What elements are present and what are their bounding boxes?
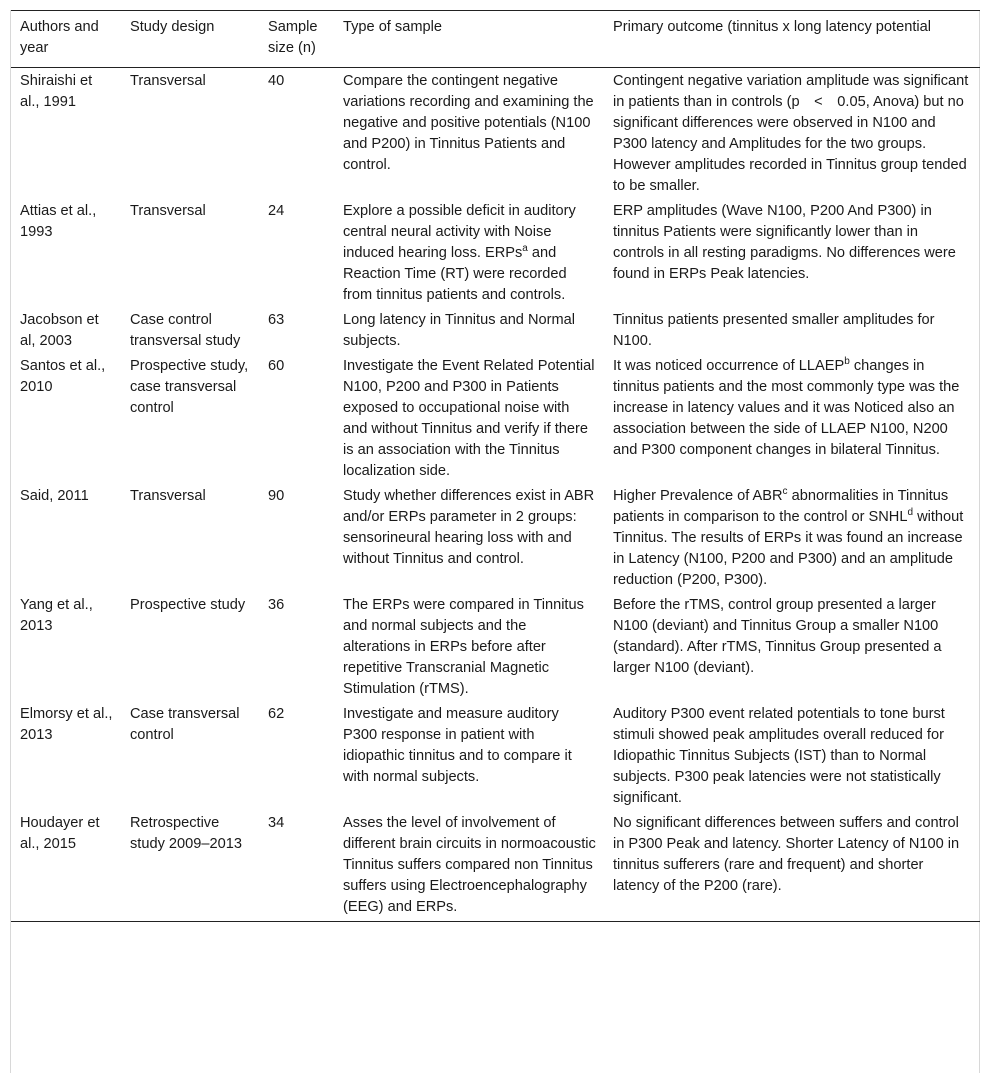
cell-authors: Jacobson et al, 2003 — [20, 312, 99, 349]
header-type: Type of sample — [343, 19, 442, 35]
cell-type: Investigate and measure auditory P300 response in patient with idiopathic tinnitus and to compare it with normal subjects. — [343, 706, 572, 785]
cell-outcome: ERP amplitudes (Wave N100, P200 And P300) in tinnitus Patients were significantly lower than in controls in all resting paradigms. No differences were found in ERPs Peak latencies. — [613, 203, 956, 282]
cell-authors: Shiraishi et al., 1991 — [20, 73, 93, 110]
cell-outcome-text: Higher Prevalence of ABR — [613, 488, 783, 504]
cell-authors: Santos et al., 2010 — [20, 358, 106, 395]
header-authors: Authors and year — [20, 19, 99, 56]
header-outcome: Primary outcome (tinnitus x long latency potential — [613, 19, 931, 35]
cell-outcome: Auditory P300 event related potentials to tone burst stimuli showed peak amplitudes overall reduced for Idiopathic Tinnitus Subjects (IST) than to Normal subjects. P300 peak latencies were not statistically significant. — [613, 706, 945, 806]
table-row — [11, 485, 980, 594]
cell-outcome-text: abnormalities in Tinnitus patients in comparison to the control or SNHL — [613, 488, 949, 525]
table-row — [11, 68, 980, 201]
header-design: Study design — [130, 19, 215, 35]
cell-authors: Elmorsy et al., 2013 — [20, 706, 113, 743]
cell-authors: Yang et al., 2013 — [20, 597, 93, 634]
table-row — [11, 812, 980, 922]
cell-authors: Said, 2011 — [20, 488, 89, 504]
cell-outcome — [604, 355, 980, 485]
table-row — [11, 200, 980, 309]
cell-type: Study whether differences exist in ABR and/or ERPs parameter in 2 groups: sensorineural hearing loss with and without Tinnitus and control. — [343, 488, 595, 567]
cell-design: Transversal — [130, 203, 206, 219]
cell-outcome: Tinnitus patients presented smaller amplitudes for N100. — [613, 312, 935, 349]
footnote-marker: c — [782, 486, 788, 498]
cell-authors: Houdayer et al., 2015 — [20, 815, 100, 852]
studies-table — [11, 10, 980, 922]
cell-type — [334, 200, 604, 309]
cell-design: Case control transversal study — [130, 312, 241, 349]
cell-size: 90 — [268, 488, 285, 504]
cell-outcome-text: without Tinnitus. The results of ERPs it was found an increase in Latency (N100, P200 and P300) and an amplitude reduction (P200, P300). — [613, 509, 964, 588]
cell-size: 34 — [268, 815, 285, 831]
footnote-marker: b — [844, 356, 850, 368]
cell-size: 62 — [268, 706, 285, 722]
table-row — [11, 309, 980, 355]
cell-type: Long latency in Tinnitus and Normal subjects. — [343, 312, 576, 349]
table-row — [11, 594, 980, 703]
cell-design: Transversal — [130, 73, 206, 89]
cell-type: Compare the contingent negative variations recording and examining the negative and positive potentials (N100 and P200) in Tinnitus Patients and control. — [343, 73, 594, 173]
header-size: Sample size (n) — [268, 19, 318, 56]
cell-design: Transversal — [130, 488, 206, 504]
footnote-marker: d — [907, 507, 914, 519]
cell-design: Retrospective study 2009–2013 — [130, 815, 242, 852]
cell-type-text: and Reaction Time (RT) were recorded from tinnitus patients and controls. — [343, 245, 567, 303]
cell-size: 24 — [268, 203, 285, 219]
cell-outcome-text: changes in tinnitus patients and the most commonly type was the increase in latency values and it was Noticed also an association between the side of LLAEP N100, N200 and P300 component changes in bilateral Tinnitus. — [613, 358, 960, 458]
table-header — [11, 11, 980, 68]
table-row — [11, 703, 980, 812]
cell-design: Prospective study — [130, 597, 246, 613]
cell-size: 63 — [268, 312, 285, 328]
cell-outcome — [604, 485, 980, 594]
table-row — [11, 355, 980, 485]
cell-type: Asses the level of involvement of different brain circuits in normoacoustic Tinnitus suffers compared non Tinnitus suffers using Electroencephalography (EEG) and ERPs. — [343, 815, 596, 915]
cell-outcome: Before the rTMS, control group presented a larger N100 (deviant) and Tinnitus Group a smaller N100 (standard). After rTMS, Tinnitus Group presented a larger N100 (deviant). — [613, 597, 942, 676]
cell-outcome-text: It was noticed occurrence of LLAEP — [613, 358, 845, 374]
footnote-marker: a — [522, 243, 528, 255]
cell-size: 36 — [268, 597, 285, 613]
header-row — [11, 11, 980, 68]
cell-size: 60 — [268, 358, 285, 374]
cell-outcome: No significant differences between suffers and control in P300 Peak and latency. Shorter Latency of N100 in tinnitus sufferers (rare and frequent) and shorter latency of the P200 (rare). — [613, 815, 960, 894]
table-body — [11, 68, 980, 922]
cell-type: Investigate the Event Related Potential N100, P200 and P300 in Patients exposed to occupational noise with and without Tinnitus and verify if there is an association with the Tinnitus localization side. — [343, 358, 595, 479]
cell-size: 40 — [268, 73, 285, 89]
cell-type-text: Explore a possible deficit in auditory central neural activity with Noise induced hearing loss. ERPs — [343, 203, 576, 261]
cell-outcome: Contingent negative variation amplitude was significant in patients than in controls (p < 0.05, Anova) but no significant differences were observed in N100 and P300 latency and Amplitudes for the two groups. However amplitudes recorded in Tinnitus group tended to be smaller. — [613, 73, 969, 194]
cell-design: Prospective study, case transversal control — [130, 358, 249, 416]
cell-authors: Attias et al., 1993 — [20, 203, 97, 240]
cell-type: The ERPs were compared in Tinnitus and normal subjects and the alterations in ERPs before after repetitive Transcranial Magnetic Stimulation (rTMS). — [343, 597, 584, 697]
cell-design: Case transversal control — [130, 706, 240, 743]
